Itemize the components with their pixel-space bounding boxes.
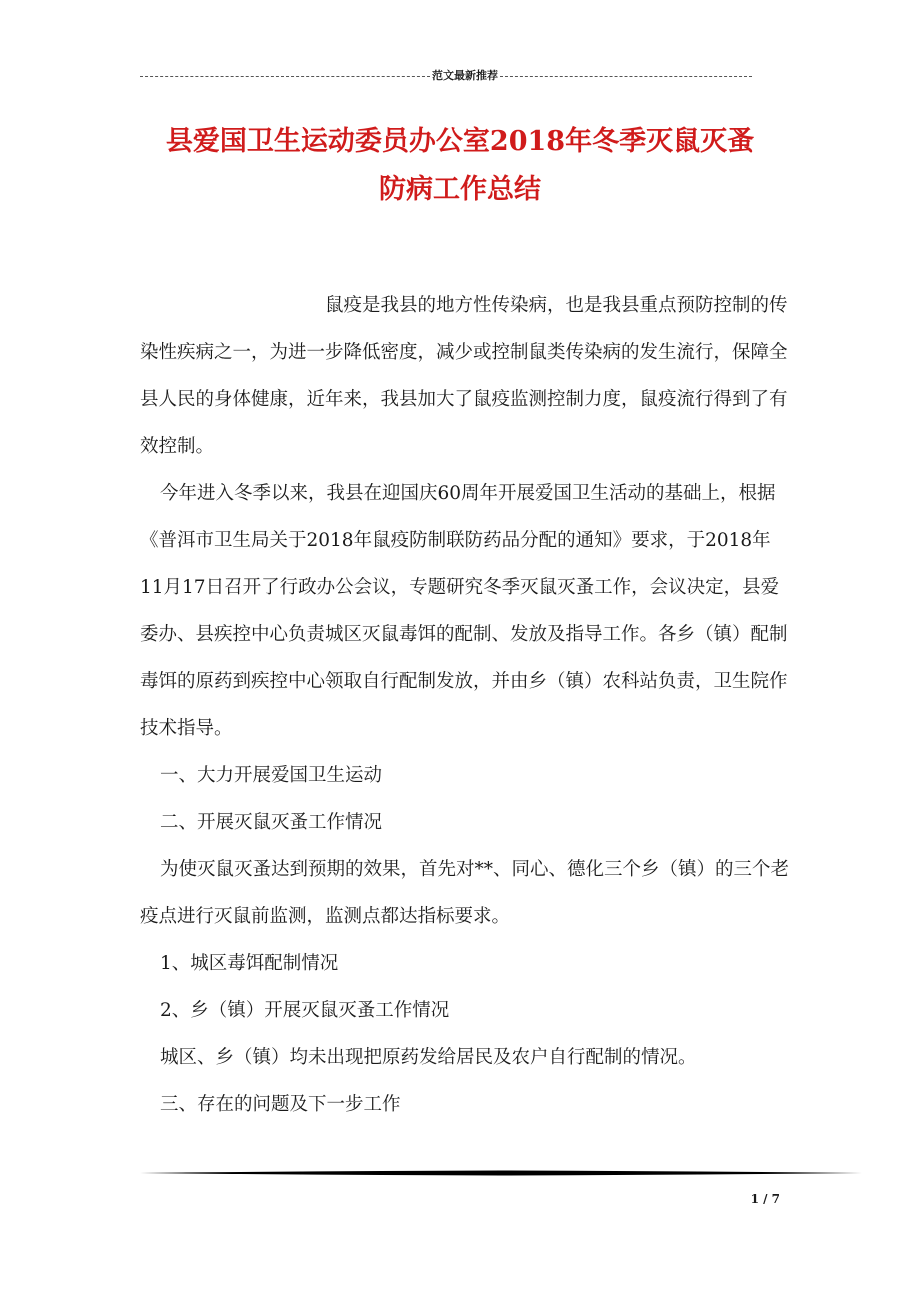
page-header bbox=[140, 66, 780, 86]
document-title bbox=[120, 118, 800, 214]
paragraph-no-distribution: 城区、乡（镇）均未出现把原药发给居民及农户自行配制的情况。 bbox=[160, 1047, 697, 1068]
document-body bbox=[140, 282, 790, 1128]
section-heading-1: 一、大力开展爱国卫生运动 bbox=[160, 765, 383, 786]
subheading-1: 1、城区毒饵配制情况 bbox=[160, 953, 339, 974]
header-dash-left bbox=[140, 76, 430, 77]
paragraph-winter-work: 今年进入冬季以来，我县在迎国庆60周年开展爱国卫生活动的基础上，根据《普洱市卫生局关于2018年鼠疫防制联防药品分配的通知》要求，于2018年11月17日召开了行政办公会议，专题研究冬季灭鼠灭蚤工作，会议决定，县爱委办、县疾控中心负责城区灭鼠毒饵的配制、发放及指导工作。各乡（镇）配制毒饵的原药到疾控中心领取自行配制发放，并由乡（镇）农科站负责，卫生院作技术指导。 bbox=[140, 483, 788, 739]
subheading-2: 2、乡（镇）开展灭鼠灭蚤工作情况 bbox=[160, 1000, 450, 1021]
section-heading-3: 三、存在的问题及下一步工作 bbox=[160, 1094, 401, 1115]
title-line-2: 防病工作总结 bbox=[379, 174, 541, 205]
footer-divider bbox=[140, 1170, 862, 1176]
header-text: 范文最新推荐 bbox=[432, 69, 498, 82]
paragraph-intro: 鼠疫是我县的地方性传染病，也是我县重点预防控制的传染性疾病之一，为进一步降低密度，减少或控制鼠类传染病的发生流行，保障全县人民的身体健康，近年来，我县加大了鼠疫监测控制力度，鼠疫流行得到了有效控制。 bbox=[140, 295, 788, 457]
header-dash-right bbox=[500, 76, 752, 77]
paragraph-monitoring: 为使灭鼠灭蚤达到预期的效果，首先对**、同心、德化三个乡（镇）的三个老疫点进行灭鼠前监测，监测点都达指标要求。 bbox=[140, 859, 790, 927]
title-line-1: 县爱国卫生运动委员办公室2018年冬季灭鼠灭蚤 bbox=[165, 126, 755, 157]
section-heading-2: 二、开展灭鼠灭蚤工作情况 bbox=[160, 812, 383, 833]
page-number: 1 / 7 bbox=[750, 1192, 780, 1206]
